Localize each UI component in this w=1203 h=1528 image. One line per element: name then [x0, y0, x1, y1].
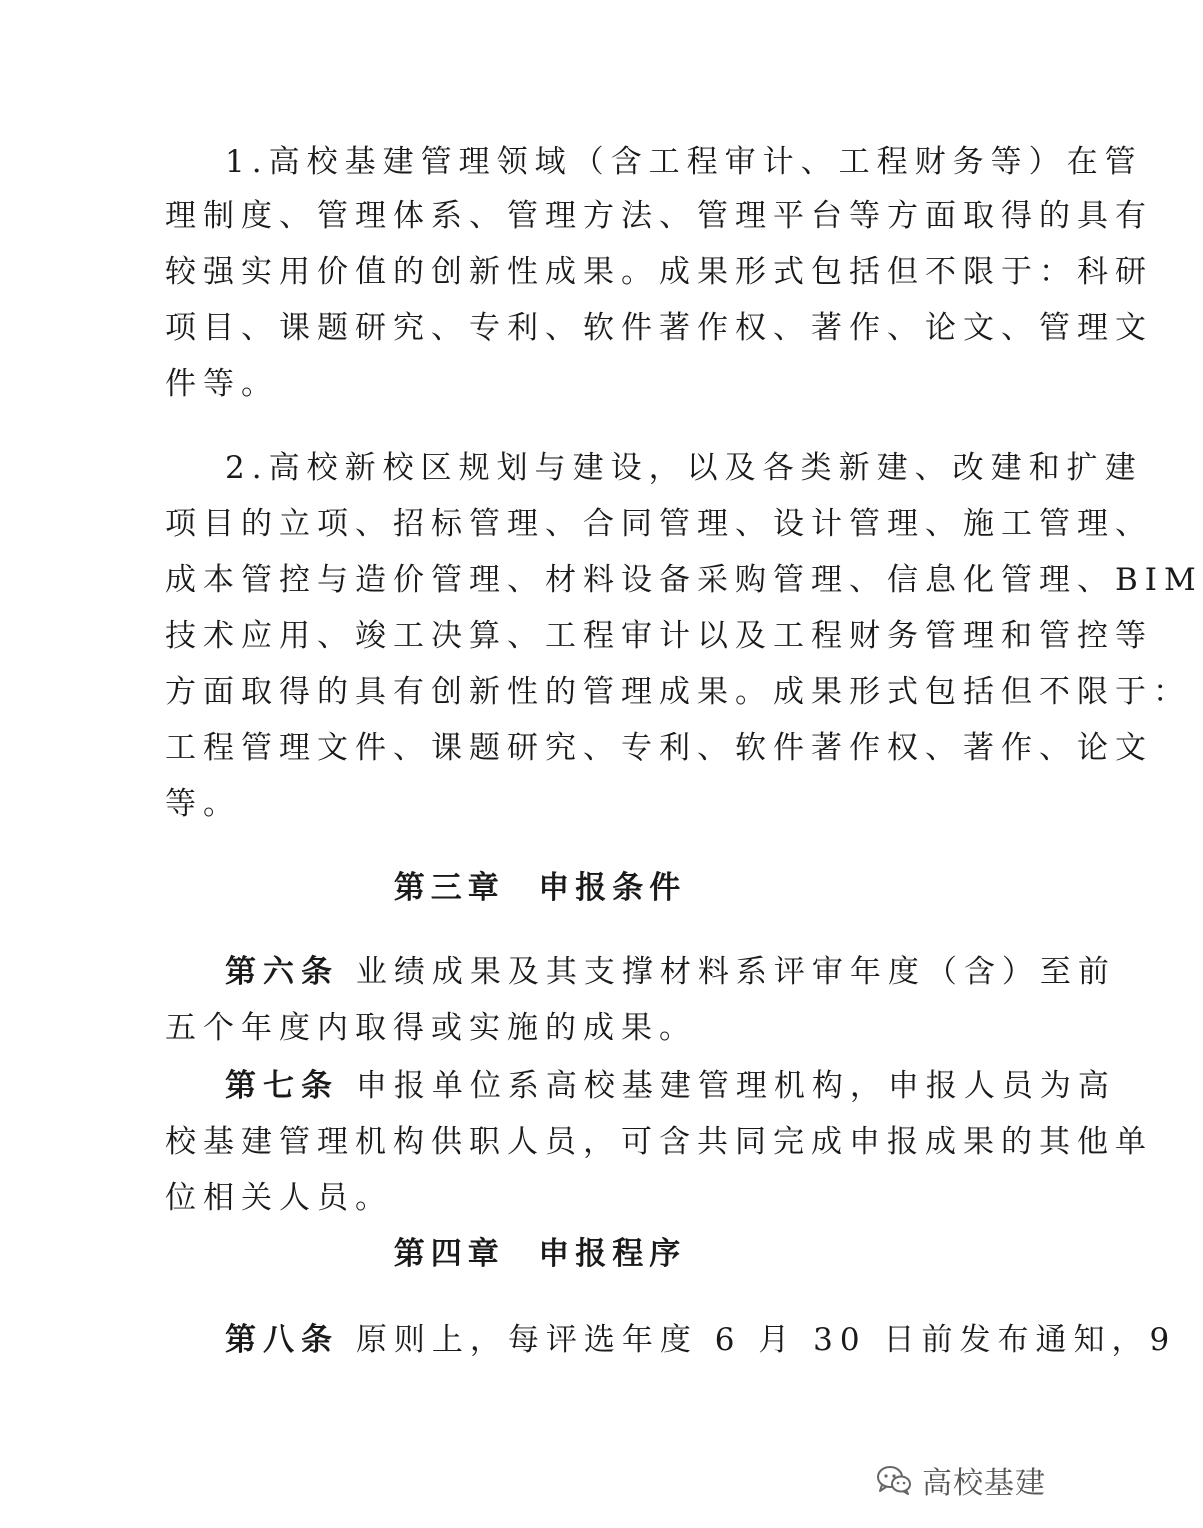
paragraph-2-line-7: 等。 [165, 786, 241, 822]
chapter-4-heading: 第四章 申报程序 [393, 1236, 687, 1272]
paragraph-1-line-1: 1.高校基建管理领域（含工程审计、工程财务等）在管 [225, 144, 1143, 180]
paragraph-2-line-2: 项目的立项、招标管理、合同管理、设计管理、施工管理、 [165, 506, 1153, 542]
article-7-label: 第七条 [225, 1068, 339, 1104]
article-7-text: 申报单位系高校基建管理机构，申报人员为高 [339, 1068, 1116, 1104]
article-8-label: 第八条 [225, 1322, 339, 1358]
article-7-line-3: 位相关人员。 [165, 1180, 393, 1216]
article-6-line-2: 五个年度内取得或实施的成果。 [165, 1010, 697, 1046]
article-8-line-1 [225, 1320, 1177, 1360]
watermark-text: 高校基建 [922, 1466, 1046, 1501]
article-6-line-1 [225, 952, 1116, 992]
paragraph-1-line-3: 较强实用价值的创新性成果。成果形式包括但不限于：科研 [165, 254, 1153, 290]
chapter-3-heading: 第三章 申报条件 [393, 870, 687, 906]
article-8-text: 原则上，每评选年度 6 月 30 日前发布通知，9 [339, 1322, 1177, 1358]
paragraph-1-line-4: 项目、课题研究、专利、软件著作权、著作、论文、管理文 [165, 310, 1153, 346]
paragraph-2-line-6: 工程管理文件、课题研究、专利、软件著作权、著作、论文 [165, 730, 1153, 766]
paragraph-1-line-2: 理制度、管理体系、管理方法、管理平台等方面取得的具有 [165, 198, 1153, 234]
paragraph-2-line-4: 技术应用、竣工决算、工程审计以及工程财务管理和管控等 [165, 618, 1153, 654]
paragraph-2-line-5: 方面取得的具有创新性的管理成果。成果形式包括但不限于： [165, 674, 1191, 710]
paragraph-2-line-1: 2.高校新校区规划与建设，以及各类新建、改建和扩建 [225, 450, 1143, 486]
watermark [876, 1458, 1046, 1502]
paragraph-2-line-3: 成本管控与造价管理、材料设备采购管理、信息化管理、BIM [165, 562, 1203, 598]
article-6-text: 业绩成果及其支撑材料系评审年度（含）至前 [339, 954, 1116, 990]
article-7-line-1 [225, 1066, 1116, 1106]
paragraph-1-line-5: 件等。 [165, 366, 279, 402]
article-7-line-2: 校基建管理机构供职人员，可含共同完成申报成果的其他单 [165, 1124, 1153, 1160]
wechat-icon [876, 1465, 912, 1495]
article-6-label: 第六条 [225, 954, 339, 990]
